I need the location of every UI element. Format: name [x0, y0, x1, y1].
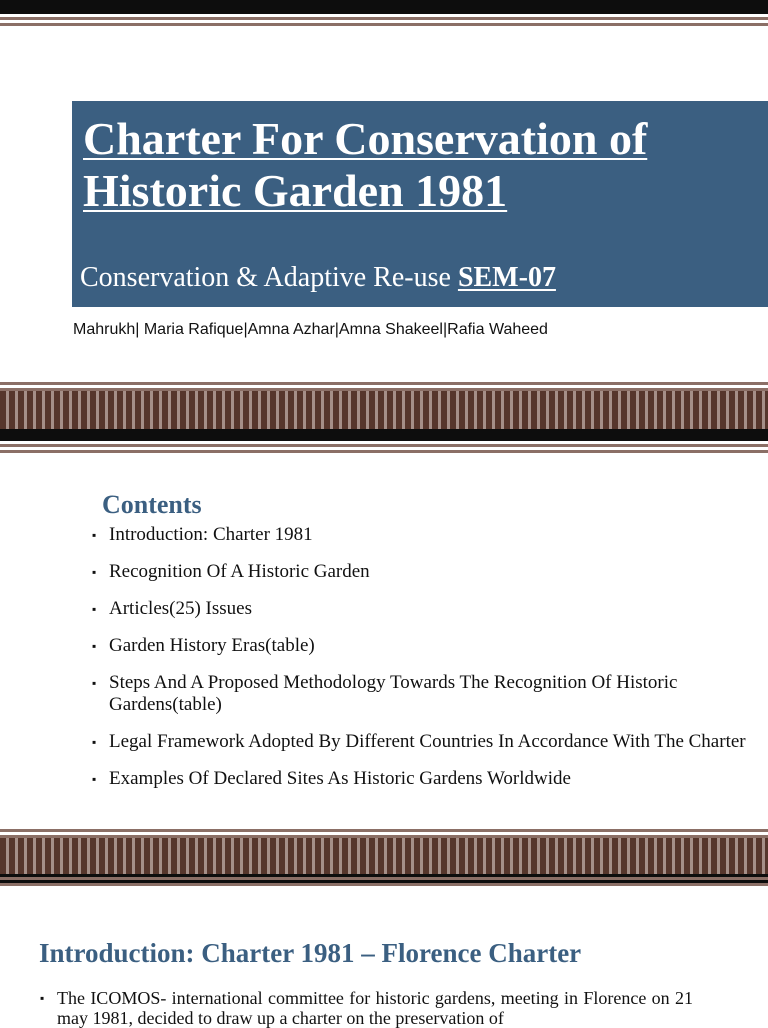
intro-paragraph-text: The ICOMOS- international committee for historic gardens, meeting in Florence on 21 may 1981, decided to draw up a charter on the preservation of — [57, 988, 693, 1028]
bullet-icon: ▪ — [92, 772, 97, 786]
contents-item-text: Recognition Of A Historic Garden — [109, 561, 370, 582]
contents-item-text: Articles(25) Issues — [109, 598, 252, 619]
slide-top-border-bar — [0, 0, 768, 14]
contents-heading: Contents — [102, 490, 202, 519]
intro-paragraph — [40, 988, 693, 1028]
contents-item-text: Steps And A Proposed Methodology Towards The Recognition Of Historic Gardens(table) — [109, 672, 678, 715]
contents-item-text: Legal Framework Adopted By Different Countries In Accordance With The Charter — [109, 731, 746, 752]
contents-item-text: Examples Of Declared Sites As Historic Gardens Worldwide — [109, 768, 571, 789]
slide-separator — [0, 382, 768, 454]
contents-item-text: Garden History Eras(table) — [109, 635, 315, 656]
bullet-icon: ▪ — [92, 639, 97, 653]
contents-item — [92, 635, 752, 657]
slide-separator — [0, 829, 768, 901]
contents-list — [92, 524, 752, 805]
subtitle-text: Conservation & Adaptive Re-use — [80, 262, 458, 293]
contents-item-text: Introduction: Charter 1981 — [109, 524, 313, 545]
bullet-icon: ▪ — [92, 565, 97, 579]
authors-line: Mahrukh| Maria Rafique|Amna Azhar|Amna Shakeel|Rafia Waheed — [73, 321, 548, 338]
contents-item — [92, 768, 752, 790]
subtitle-semester: SEM-07 — [457, 262, 556, 293]
bullet-icon: ▪ — [40, 991, 45, 1005]
bullet-icon: ▪ — [92, 528, 97, 542]
contents-item — [92, 731, 752, 753]
bullet-icon: ▪ — [92, 676, 97, 690]
slide-top-border-line — [0, 17, 768, 20]
contents-item — [92, 598, 752, 620]
contents-item — [92, 524, 752, 546]
contents-item — [92, 672, 752, 716]
bullet-icon: ▪ — [92, 735, 97, 749]
bullet-icon: ▪ — [92, 602, 97, 616]
slide-top-border-line — [0, 23, 768, 26]
slide-title: Charter For Conservation of Historic Garden 1981 — [83, 113, 648, 216]
contents-item — [92, 561, 752, 583]
intro-heading: Introduction: Charter 1981 – Florence Charter — [39, 938, 582, 968]
slide-subtitle — [80, 259, 556, 297]
